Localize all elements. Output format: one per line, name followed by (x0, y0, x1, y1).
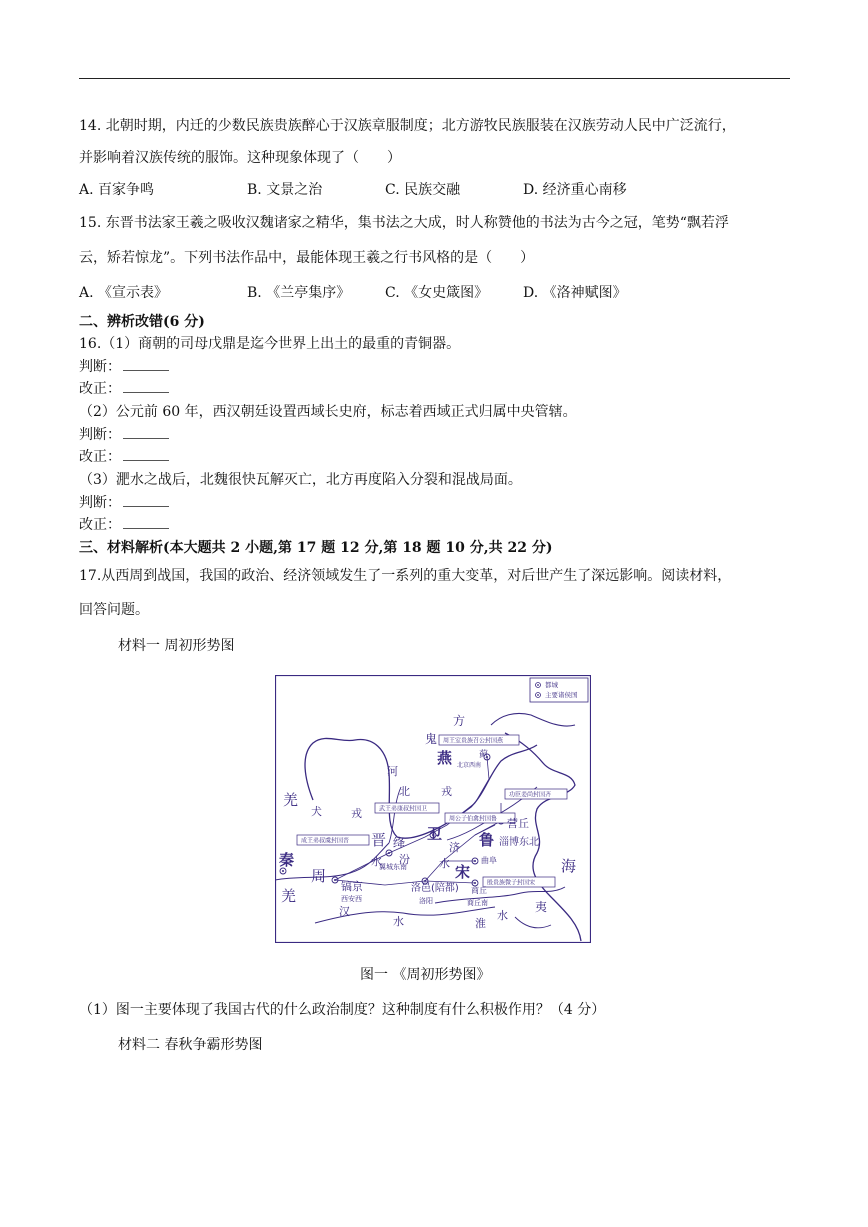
map-label-huai: 淮 (475, 917, 486, 930)
material1-title: 材料一 周初形势图 (118, 638, 235, 654)
q15-stem-line1: 15. 东晋书法家王羲之吸收汉魏诸家之精华，集书法之大成，时人称赞他的书法为古今之冠，笔势“飘若浮 (79, 215, 729, 231)
map-label-yicheng: 翼城东南 (379, 863, 407, 871)
map-label-jiang: 绛 (393, 836, 406, 850)
map-label-wei-zi: 殷贵族微子封国宋 (487, 879, 536, 887)
map-label-ji-river: 济 (449, 841, 460, 854)
q15-option-b[interactable]: B. 《兰亭集序》 (247, 285, 351, 301)
map-label-yingqiu: 营丘 (507, 817, 529, 830)
map-label-han: 汉 (339, 905, 350, 918)
q16-item2: （2）公元前 60 年，西汉朝廷设置西域长史府，标志着西域正式归属中央管辖。 (79, 404, 577, 420)
map-label-xian-xi: 西安西 (341, 895, 362, 903)
map-label-luoyi: 洛邑(陪都) (411, 883, 459, 894)
map-label-qin: 秦 (279, 851, 295, 869)
map-label-tai-gong: 功臣姜尚封国齐 (509, 791, 552, 799)
q14-option-b[interactable]: B. 文景之治 (247, 182, 323, 198)
q16-2-judge (79, 425, 169, 445)
map-label-zhou-gong: 周公子伯禽封国鲁 (449, 815, 498, 823)
map-label-bei: 北 (399, 785, 410, 798)
map-label-zibo: 淄博东北 (499, 837, 539, 848)
q17-sub1: （1）图一主要体现了我国古代的什么政治制度？这种制度有什么积极作用？（4 分） (79, 1002, 606, 1018)
q16-2-correct (79, 447, 169, 467)
map-label-haojing: 镐京 (341, 880, 363, 893)
header-rule (79, 78, 790, 79)
judge-blank[interactable] (123, 494, 169, 507)
q15-option-a[interactable]: A. 《宣示表》 (79, 285, 169, 301)
judge-label: 判断： (79, 359, 121, 375)
map-label-fang: 方 (453, 714, 466, 728)
zhou-early-map (275, 675, 591, 943)
map-label-shui-jin: 水 (371, 855, 382, 868)
q16-3-judge (79, 493, 169, 513)
map-label-beijing-xinan: 北京西南 (457, 762, 482, 769)
map-label-rong: 戎 (441, 785, 452, 798)
figure-caption: 图一 《周初形势图》 (360, 967, 491, 983)
map-label-shui: 水 (439, 857, 450, 870)
q15-stem-line2: 云，矫若惊龙”。下列书法作品中，最能体现王羲之行书风格的是（ ） (79, 250, 535, 266)
map-label-song: 宋 (455, 863, 471, 881)
map-label-quan: 犬 (311, 805, 322, 818)
map-label-lu: 鲁 (479, 831, 495, 849)
correct-blank[interactable] (123, 448, 169, 461)
q16-item3: （3）淝水之战后，北魏很快瓦解灭亡，北方再度陷入分裂和混战局面。 (79, 472, 522, 488)
q15-option-d[interactable]: D. 《洛神赋图》 (523, 285, 627, 301)
q14-option-a[interactable]: A. 百家争鸣 (79, 182, 155, 198)
map-label-wei: 卫 (427, 825, 443, 843)
map-label-gui: 鬼 (425, 732, 438, 746)
q16-1-correct (79, 379, 169, 399)
judge-label: 判断： (79, 427, 121, 443)
correct-blank[interactable] (123, 380, 169, 393)
map-label-shui2: 水 (393, 915, 404, 928)
q14-stem-line1: 14. 北朝时期，内迁的少数民族贵族醉心于汉族章服制度；北方游牧民族服装在汉族劳动人民中广泛流行， (79, 118, 736, 134)
map-label-hai: 海 (561, 857, 577, 875)
q14-option-c[interactable]: C. 民族交融 (385, 182, 461, 198)
map-label-fen: 汾 (399, 853, 410, 866)
map-label-zhou: 周 (311, 867, 327, 885)
q16-1-judge (79, 357, 169, 377)
map-label-shui3: 水 (497, 909, 508, 922)
map-label-jin: 晋 (371, 831, 387, 849)
q17-stem-line1: 17.从西周到战国，我国的政治、经济领域发生了一系列的重大变革，对后世产生了深远影响。阅读材料， (79, 568, 732, 584)
q14-option-d[interactable]: D. 经济重心南移 (523, 182, 627, 198)
q16-3-correct (79, 515, 169, 535)
map-label-qufu: 曲阜 (481, 856, 497, 865)
material2-title: 材料二 春秋争霸形势图 (118, 1037, 263, 1053)
map-svg (275, 675, 591, 943)
map-label-shangqiu-nan: 商丘南 (467, 899, 488, 907)
judge-label: 判断： (79, 495, 121, 511)
legend-state: 主要诸侯国 (545, 691, 578, 699)
map-label-rong2: 戎 (351, 807, 362, 820)
q17-stem-line2: 回答问题。 (79, 602, 149, 618)
map-label-he: 河 (387, 765, 398, 778)
map-label-shu-yu: 成王弟叔虞封国晋 (301, 837, 350, 845)
q16-item1: 16.（1）商朝的司母戊鼎是迄今世界上出土的最重的青铜器。 (79, 336, 461, 352)
correct-label: 改正： (79, 449, 121, 465)
map-label-yi: 夷 (535, 900, 548, 914)
map-label-tang: 武王弟康叔封国卫 (379, 805, 428, 813)
q14-stem-line2: 并影响着汉族传统的服饰。这种现象体现了（ ） (79, 150, 401, 166)
section2-heading: 二、辨析改错(6 分) (79, 314, 205, 330)
judge-blank[interactable] (123, 426, 169, 439)
map-label-ji: 蓟 (479, 750, 489, 760)
map-label-luoyang: 洛阳 (419, 897, 433, 905)
legend-capital: 都城 (545, 681, 558, 689)
map-label-shangqiu: 商丘 (471, 886, 487, 895)
section3-heading: 三、材料解析(本大题共 2 小题,第 17 题 12 分,第 18 题 10 分,共 22 分) (79, 540, 553, 556)
map-label-qiang2: 羌 (281, 887, 297, 905)
correct-blank[interactable] (123, 516, 169, 529)
map-label-yan: 燕 (437, 749, 453, 767)
q15-option-c[interactable]: C. 《女史箴图》 (385, 285, 489, 301)
map-label-zhao: 周王室贵族召公封国燕 (443, 737, 504, 745)
map-label-qiang1: 羌 (283, 791, 299, 809)
correct-label: 改正： (79, 517, 121, 533)
correct-label: 改正： (79, 381, 121, 397)
judge-blank[interactable] (123, 358, 169, 371)
